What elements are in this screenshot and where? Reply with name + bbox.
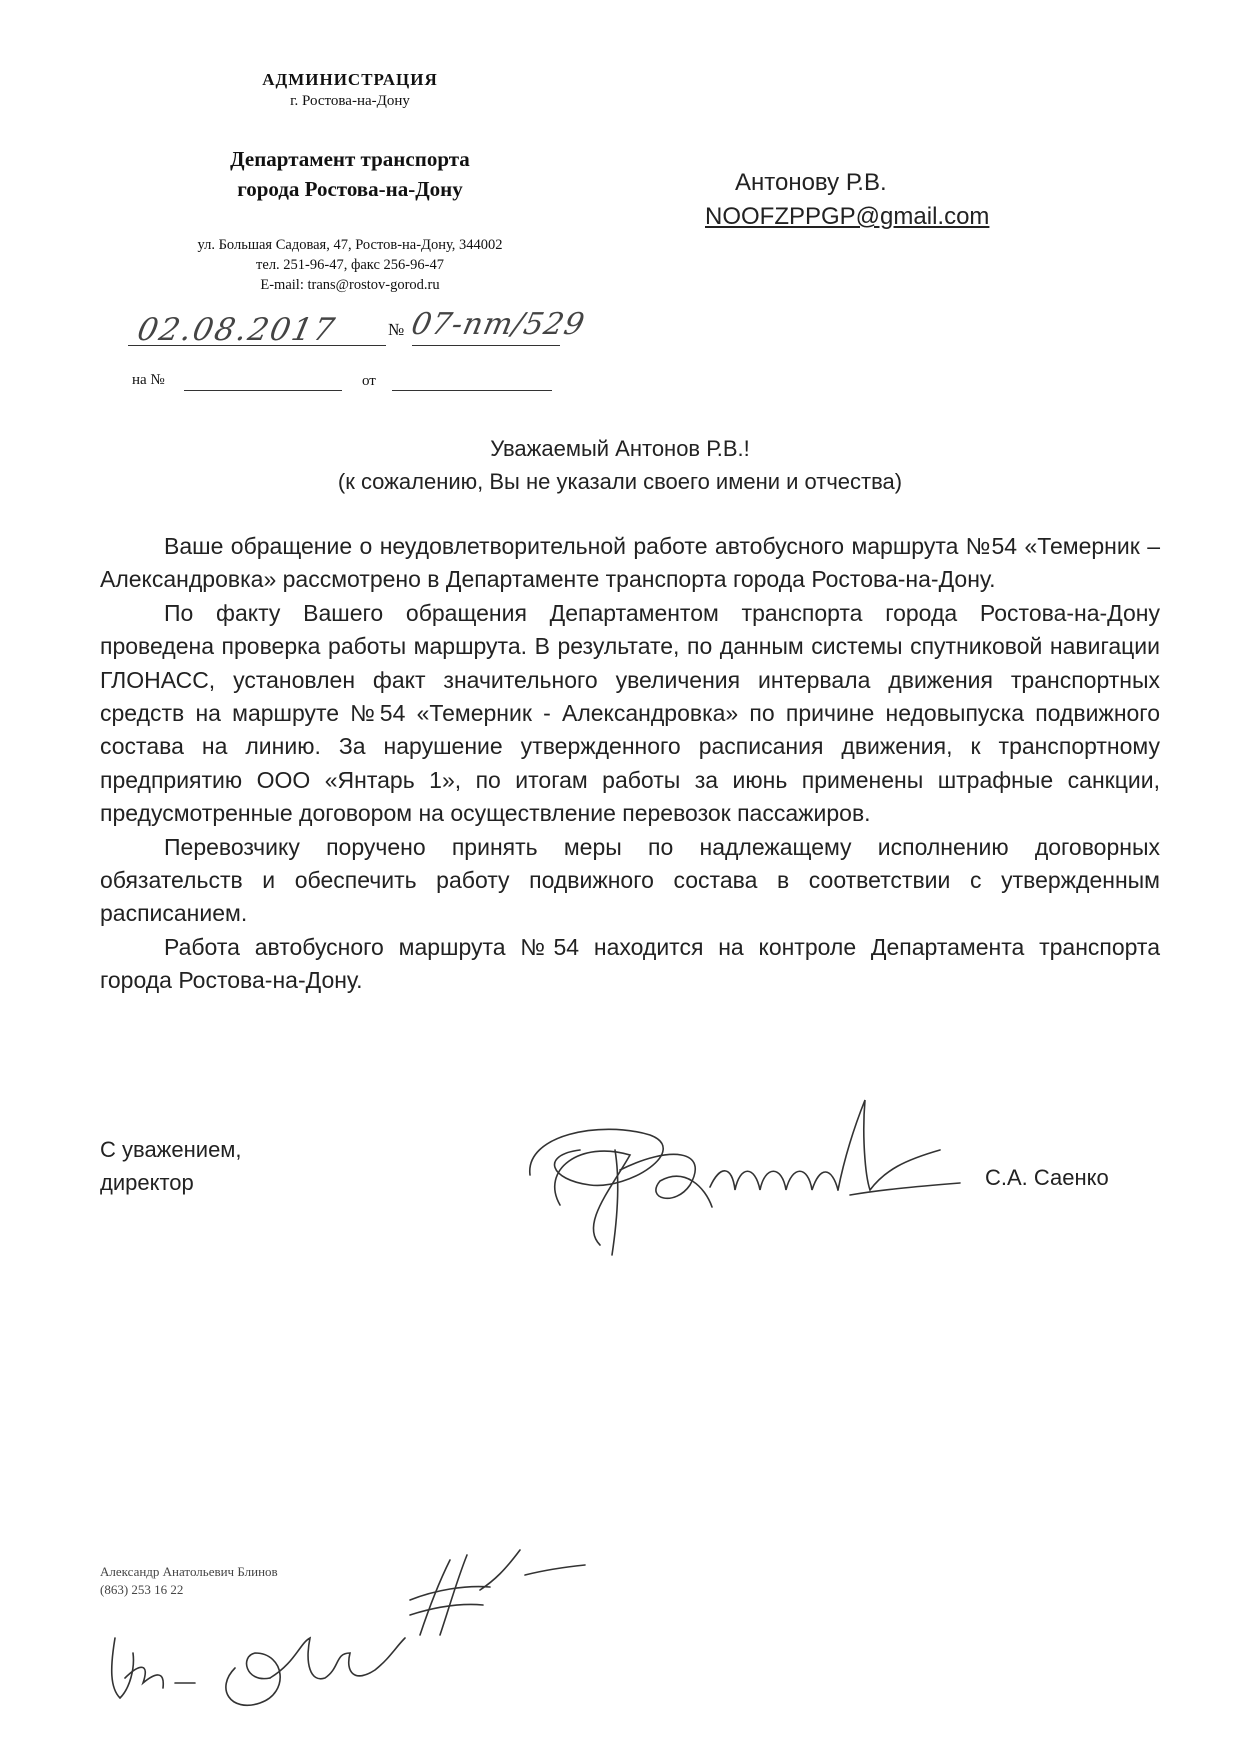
- executor-block: [100, 1563, 278, 1599]
- recipient-email: NOOFZPPGP@gmail.com: [705, 203, 990, 230]
- letterhead-org: АДМИНИСТРАЦИЯ: [262, 70, 438, 89]
- number-label: №: [388, 320, 405, 339]
- letterhead-email: E-mail: trans@rostov-gorod.ru: [260, 277, 440, 293]
- closing-position: директор: [100, 1170, 194, 1195]
- greeting: [200, 432, 1040, 498]
- closing-block: [100, 1133, 242, 1199]
- executor-name: Александр Анатольевич Блинов: [100, 1564, 278, 1579]
- reference-number-label: на №: [132, 372, 165, 388]
- closing-regards: С уважением,: [100, 1137, 242, 1162]
- letterhead-phones: тел. 251-96-47, факс 256-96-47: [256, 257, 444, 273]
- letterhead-department: [150, 144, 550, 204]
- body-paragraph-3: Перевозчику поручено принять меры по надлежащему исполнению договорных обязательств и обеспечить работу подвижного состава в соответствии с утвержденным расписанием.: [100, 833, 1160, 927]
- number-underline: [412, 345, 560, 346]
- reference-date-label: от: [362, 373, 376, 389]
- recipient-name: Антонову Р.В.: [735, 169, 887, 196]
- signer-name: С.А. Саенко: [985, 1165, 1109, 1190]
- bottom-signature: [95, 1608, 425, 1718]
- reference-number-line: [184, 390, 342, 391]
- recipient-block: [705, 166, 1075, 234]
- greeting-salutation: Уважаемый Антонов Р.В.!: [490, 436, 750, 461]
- body-paragraph-4: Работа автобусного маршрута №54 находится на контроле Департамента транспорта города Ростова-на-Дону.: [100, 933, 1160, 994]
- greeting-note: (к сожалению, Вы не указали своего имени и отчества): [337, 469, 903, 494]
- executor-phone: (863) 253 16 22: [100, 1582, 184, 1597]
- body-paragraph-2: По факту Вашего обращения Департаментом транспорта города Ростова-на-Дону проведена проверка работы маршрута. В результате, по данным системы спутниковой навигации ГЛОНАСС, установлен факт значительного увеличения интервала движения транспортных средств на маршруте №54 «Темерник - Александровка» по причине недовыпуска подвижного состава на линию. За нарушение утвержденного расписания движения, к транспортному предприятию ООО «Янтарь 1», по итогам работы за июнь применены штрафные санкции, предусмотренные договором на осуществление перевозок пассажиров.: [100, 599, 1160, 827]
- outgoing-date: 02.08.2017: [134, 312, 340, 348]
- department-line-2: города Ростова-на-Дону: [237, 177, 463, 201]
- department-line-1: Департамент транспорта: [230, 147, 470, 171]
- letterhead-address: ул. Большая Садовая, 47, Ростов-на-Дону, 344002: [197, 237, 503, 253]
- letterhead-contacts: [120, 235, 580, 295]
- body-paragraph-1: Ваше обращение о неудовлетворительной работе автобусного маршрута №54 «Темерник – Александровка» рассмотрено в Департаменте транспорта города Ростова-на-Дону.: [100, 533, 1160, 593]
- reference-date-line: [392, 390, 552, 391]
- letterhead-city: г. Ростова-на-Дону: [290, 93, 410, 109]
- date-underline: [128, 345, 386, 346]
- director-signature: [520, 1095, 980, 1265]
- letter-body: [100, 530, 1160, 998]
- executor-initials-signature: [405, 1535, 595, 1650]
- outgoing-number: 07-пт/529: [408, 307, 589, 342]
